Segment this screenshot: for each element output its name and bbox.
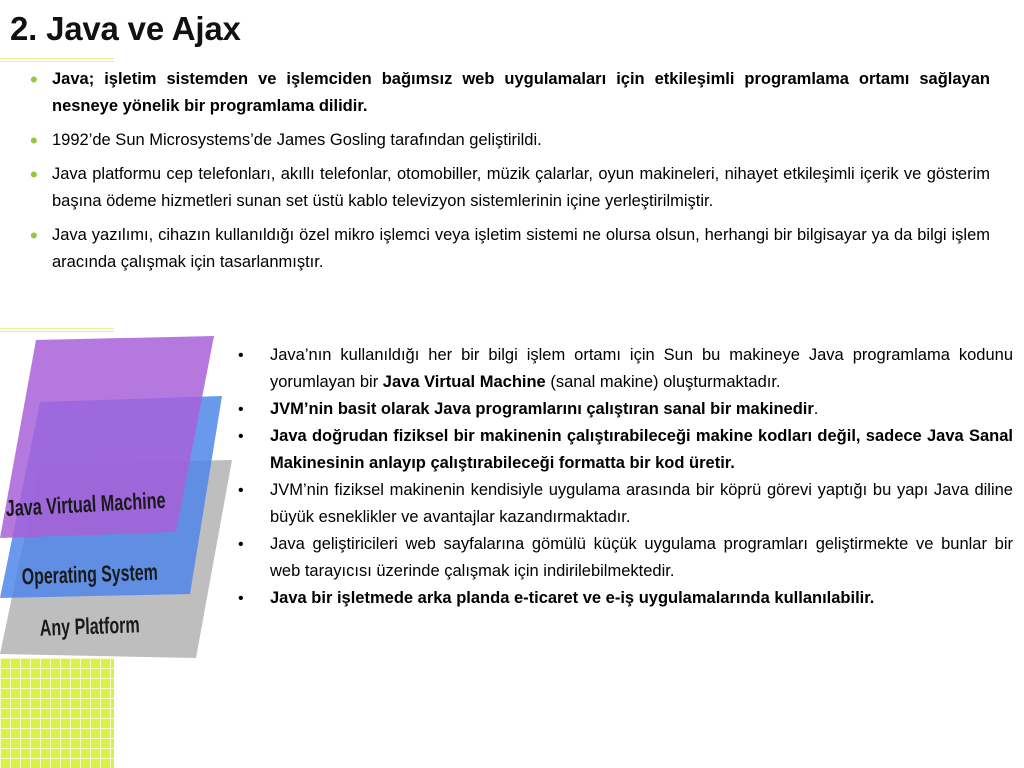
jvm-layer-diagram: [0, 336, 236, 660]
list-item: [238, 396, 1013, 423]
list-item: [30, 222, 990, 276]
decorative-grid: [0, 658, 114, 768]
layer3-label: Any Platform: [39, 609, 184, 641]
bullet-icon: •: [30, 162, 38, 187]
list-item: [30, 161, 990, 215]
bullet-icon: •: [238, 401, 244, 418]
bullet-text: Java geliştiricileri web sayfalarına gömülü küçük uygulama programları geliştirmekte ve bunlar bir web tarayıcısı üzerinde çalışmak için indirilebilmektedir.: [270, 535, 1013, 580]
decorative-lines-bottom: [0, 328, 114, 334]
layer1-label: Java Virtual Machine: [5, 483, 234, 522]
bullet-text: (sanal makine) oluşturmaktadır.: [545, 373, 781, 391]
slide-title: 2. Java ve Ajax: [10, 10, 241, 47]
bullet-text: Java platformu cep telefonları, akıllı telefonlar, otomobiller, müzik çalarlar, oyun makineleri, nihayet etkileşimli içerik ve gösterim başına ödeme hizmetleri sunan set üstü kablo televizyon sistemlerinin içine yerleştirilmiştir.: [52, 165, 990, 210]
bullet-bold-text: JVM’nin basit olarak Java programlarını çalıştıran sanal bir makinedir: [270, 400, 814, 418]
bullet-icon: •: [238, 536, 244, 553]
bullet-text: JVM’nin fiziksel makinenin kendisiyle uygulama arasında bir köprü görevi yaptığı bu yapı Java diline büyük esneklikler ve avantajlar kazandırmaktadır.: [270, 481, 1013, 526]
bullet-icon: •: [30, 223, 38, 248]
bullet-icon: •: [238, 347, 244, 364]
bullet-bold-text: Java Virtual Machine: [382, 373, 546, 391]
bullet-text: Java’nın kullanıldığı her bir bilgi işlem ortamı için Sun bu makineye Java programlama kodunu yorumlayan bir: [270, 346, 1013, 391]
bullet-icon: •: [238, 590, 244, 607]
bullet-text: 1992’de Sun Microsystems’de James Gosling tarafından geliştirildi.: [52, 131, 542, 149]
bottom-bullet-list: [238, 342, 1013, 612]
bullet-icon: •: [30, 128, 38, 153]
decorative-lines-top: [0, 58, 114, 64]
bullet-bold-text: Java doğrudan fiziksel bir makinenin çalıştırabileceği makine kodları değil, sadece Java Sanal Makinesinin anlayıp çalıştırabileceği formatta bir kod üretir.: [270, 427, 1013, 472]
bullet-icon: •: [238, 482, 244, 499]
bullet-bold-text: Java bir işletmede arka planda e-ticaret ve e-iş uygulamalarında kullanılabilir.: [270, 589, 875, 607]
list-item: [238, 585, 1013, 612]
layer2-label: Operating System: [21, 556, 219, 590]
bullet-text: Java yazılımı, cihazın kullanıldığı özel mikro işlemci veya işletim sistemi ne olursa olsun, herhangi bir bilgisayar ya da bilgi işlem aracında çalışmak için tasarlanmıştır.: [52, 226, 990, 271]
bullet-text: .: [813, 400, 819, 418]
bullet-icon: •: [238, 428, 244, 445]
list-item: [30, 66, 990, 120]
top-bullet-list: [30, 66, 990, 283]
list-item: [238, 423, 1013, 477]
list-item: [238, 477, 1013, 531]
list-item: [238, 342, 1013, 396]
list-item: [238, 531, 1013, 585]
bullet-icon: •: [30, 67, 38, 92]
list-item: [30, 127, 990, 154]
bullet-text: Java; işletim sistemden ve işlemciden bağımsız web uygulamaları için etkileşimli programlama ortamı sağlayan nesneye yönelik bir programlama dilidir.: [52, 70, 990, 115]
